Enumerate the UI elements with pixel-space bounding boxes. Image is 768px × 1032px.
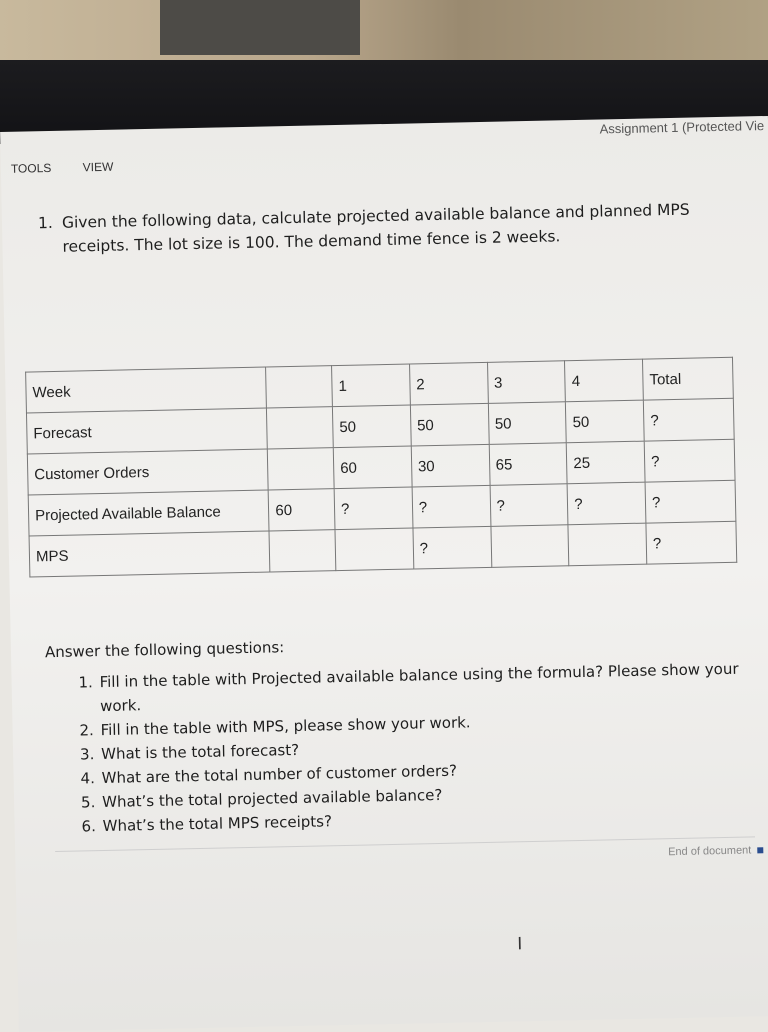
cell-value: 50 xyxy=(410,403,489,446)
background-frame xyxy=(160,0,360,55)
cell-init xyxy=(267,407,333,449)
cell-total: Total xyxy=(643,357,734,400)
divider xyxy=(55,836,755,852)
cell-value: ? xyxy=(412,485,491,528)
cell-week-3: 3 xyxy=(487,361,566,404)
mps-table xyxy=(25,357,737,578)
cell-label: Week xyxy=(26,367,267,413)
cell-week-4: 4 xyxy=(565,359,644,402)
answers-list xyxy=(45,656,768,839)
menu-bar xyxy=(11,159,142,176)
cell-value xyxy=(568,523,647,566)
cell-value: 60 xyxy=(333,446,412,489)
cell-init xyxy=(268,448,334,490)
cell-label: Forecast xyxy=(26,408,267,454)
cell-value: 30 xyxy=(411,444,490,487)
window-title: Assignment 1 (Protected Vie xyxy=(599,118,765,137)
cell-value: 50 xyxy=(566,400,645,443)
text-cursor-icon: I xyxy=(516,933,523,954)
cell-week-1: 1 xyxy=(332,364,411,407)
answers-section xyxy=(45,628,768,839)
list-item: 5. What’s the total projected available balance? xyxy=(100,776,768,814)
cell-value: 65 xyxy=(489,443,568,486)
cell-init: 60 xyxy=(269,489,335,531)
list-item: 1. Fill in the table with Projected available balance using the formula? Please show your work. xyxy=(97,656,766,718)
cell-total: ? xyxy=(645,480,736,523)
cell-value: ? xyxy=(567,482,646,525)
cell-value: ? xyxy=(334,487,413,530)
end-of-document xyxy=(668,844,763,858)
cell-value: ? xyxy=(413,526,492,569)
cell-label: Projected Available Balance xyxy=(28,490,269,536)
list-item: 3. What is the total forecast? xyxy=(99,728,767,766)
question-line-2: receipts. The lot size is 100. The demand time fence is 2 weeks. xyxy=(62,227,561,256)
cell-week-2: 2 xyxy=(409,362,488,405)
cell-init xyxy=(269,530,335,572)
answers-heading: Answer the following questions: xyxy=(44,638,285,662)
list-item: 4. What are the total number of customer orders? xyxy=(99,752,767,790)
cell-total: ? xyxy=(646,521,737,564)
document-window xyxy=(0,116,768,1032)
cell-value: 25 xyxy=(567,441,646,484)
list-item: 6. What’s the total MPS receipts? xyxy=(100,800,768,838)
menu-view[interactable]: VIEW xyxy=(82,159,114,175)
question-number: 1. xyxy=(37,213,53,233)
cell-value: ? xyxy=(490,484,569,527)
cell-label: MPS xyxy=(29,531,270,577)
cell-total: ? xyxy=(644,439,735,482)
cell-value xyxy=(335,528,414,571)
background-wall xyxy=(0,0,768,60)
cell-total: ? xyxy=(643,398,734,441)
end-text: End of document xyxy=(668,844,752,859)
cell-init xyxy=(266,366,332,408)
cell-value xyxy=(490,525,569,568)
end-marker-icon xyxy=(757,847,763,853)
cell-value: 50 xyxy=(332,405,411,448)
question-line-1: Given the following data, calculate projected available balance and planned MPS xyxy=(61,200,690,232)
cell-value: 50 xyxy=(488,402,567,445)
question-text xyxy=(38,197,739,260)
list-item: 2. Fill in the table with MPS, please show your work. xyxy=(98,704,766,742)
cell-label: Customer Orders xyxy=(27,449,268,495)
menu-tools[interactable]: TOOLS xyxy=(10,160,52,176)
